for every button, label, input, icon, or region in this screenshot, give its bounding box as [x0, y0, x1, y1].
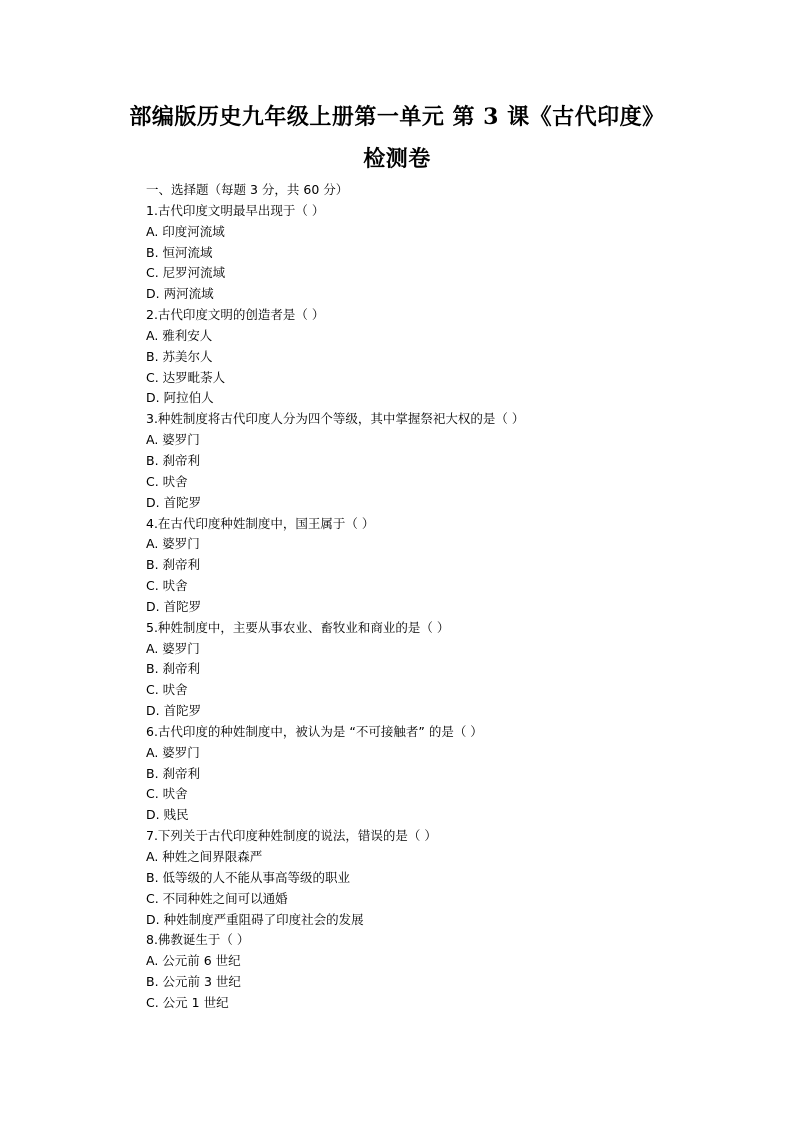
answer-option: B. 刹帝利 [146, 765, 201, 781]
answer-option: B. 恒河流域 [146, 244, 213, 260]
answer-option: B. 刹帝利 [146, 557, 201, 573]
answer-option: D. 种姓制度严重阻碍了印度社会的发展 [146, 911, 364, 927]
answer-option: A. 婆罗门 [146, 432, 200, 448]
answer-option: A. 雅利安人 [146, 327, 213, 343]
question-stem: 2.古代印度文明的创造者是（ ） [146, 307, 325, 323]
answer-option: D. 首陀罗 [146, 703, 202, 719]
answer-option: B. 公元前 3 世纪 [146, 974, 241, 990]
answer-option: B. 苏美尔人 [146, 348, 213, 364]
answer-option: B. 刹帝利 [146, 661, 201, 677]
answer-option: A. 公元前 6 世纪 [146, 953, 241, 969]
answer-option: A. 婆罗门 [146, 744, 200, 760]
answer-option: D. 首陀罗 [146, 494, 202, 510]
question-stem: 8.佛教诞生于（ ） [146, 932, 250, 948]
answer-option: B. 刹帝利 [146, 452, 201, 468]
answer-option: A. 印度河流域 [146, 223, 225, 239]
answer-option: D. 贱民 [146, 807, 189, 823]
answer-option: C. 吠舍 [146, 682, 188, 698]
question-stem: 7.下列关于古代印度种姓制度的说法，错误的是（ ） [146, 828, 437, 844]
answer-option: C. 尼罗河流域 [146, 265, 226, 281]
answer-option: C. 吠舍 [146, 473, 188, 489]
answer-option: C. 吠舍 [146, 578, 188, 594]
section-heading: 一、选择题（每题 3 分，共 60 分） [146, 182, 349, 197]
answer-option: C. 达罗毗荼人 [146, 369, 226, 385]
question-stem: 6.古代印度的种姓制度中，被认为是 “不可接触者” 的是（ ） [146, 723, 483, 739]
answer-option: A. 婆罗门 [146, 640, 200, 656]
answer-option: C. 吠舍 [146, 786, 188, 802]
document-title-line2: 检测卷 [363, 146, 431, 172]
answer-option: D. 两河流域 [146, 286, 214, 302]
question-stem: 4.在古代印度种姓制度中，国王属于（ ） [146, 515, 375, 531]
answer-option: D. 阿拉伯人 [146, 390, 214, 406]
question-stem: 3.种姓制度将古代印度人分为四个等级，其中掌握祭祀大权的是（ ） [146, 411, 525, 427]
question-list [146, 180, 706, 1014]
answer-option: C. 不同种姓之间可以通婚 [146, 890, 288, 906]
answer-option: B. 低等级的人不能从事高等级的职业 [146, 869, 351, 885]
answer-option: C. 公元 1 世纪 [146, 994, 229, 1010]
question-stem: 5.种姓制度中，主要从事农业、畜牧业和商业的是（ ） [146, 619, 450, 635]
answer-option: D. 首陀罗 [146, 598, 202, 614]
answer-option: A. 种姓之间界限森严 [146, 849, 263, 864]
document-title: 部编版历史九年级上册第一单元 第 3 课《古代印度》 [129, 104, 665, 130]
question-stem: 1.古代印度文明最早出现于（ ） [146, 202, 325, 218]
answer-option: A. 婆罗门 [146, 536, 200, 552]
